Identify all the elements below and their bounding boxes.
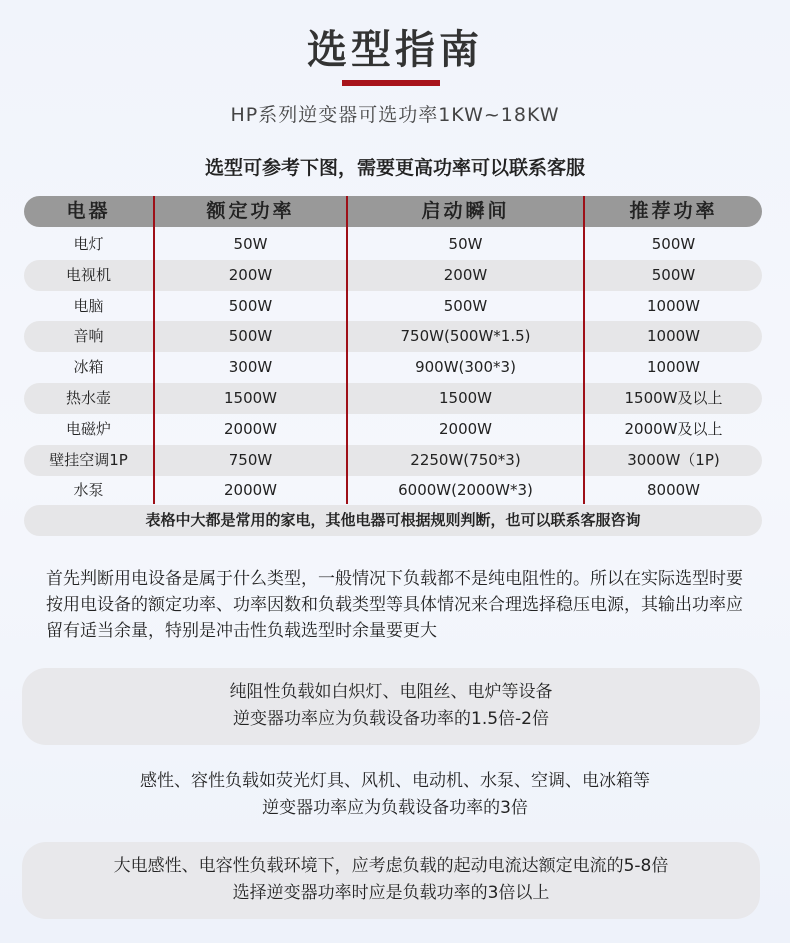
cell-appliance: 壁挂空调1P (49, 450, 128, 469)
cell-rated-power: 300W (228, 358, 273, 377)
cell-recommended-power: 1000W (646, 296, 700, 315)
cell-startup-power: 50W (448, 235, 483, 253)
cell-recommended-power: 2000W及以上 (624, 419, 723, 438)
column-divider (346, 196, 348, 504)
cell-startup-power: 500W (443, 296, 488, 315)
table-hint: 选型可参考下图，需要更高功率可以联系客服 (204, 157, 585, 179)
cell-appliance: 冰箱 (73, 358, 104, 377)
large-inductive-load-box (22, 842, 760, 919)
large-inductive-load-text: 大电感性、电容性负载环境下，应考虑负载的起动电流达额定电流的5-8倍 (113, 856, 669, 876)
cell-rated-power: 1500W (223, 389, 277, 407)
title-underline (342, 80, 440, 86)
header-recommended-power: 推荐功率 (629, 200, 718, 222)
cell-recommended-power: 1500W及以上 (624, 389, 723, 407)
resistive-load-rule: 逆变器功率应为负载设备功率的1.5倍-2倍 (233, 709, 549, 729)
resistive-load-box (22, 668, 760, 745)
cell-startup-power: 200W (443, 265, 488, 284)
inductive-load-section (0, 768, 790, 822)
column-divider (153, 196, 155, 504)
inductive-load-rule: 逆变器功率应为负载设备功率的3倍 (262, 798, 528, 818)
cell-appliance: 水泵 (73, 481, 104, 500)
cell-rated-power: 2000W (223, 419, 277, 438)
header-startup-power: 启动瞬间 (421, 200, 510, 222)
header-rated-power: 额定功率 (206, 200, 295, 222)
cell-startup-power: 750W(500W*1.5) (400, 327, 531, 346)
resistive-load-text: 纯阻性负载如白炽灯、电阻丝、电炉等设备 (229, 682, 553, 702)
subtitle: HP系列逆变器可选功率1KW~18KW (230, 104, 560, 126)
cell-recommended-power: 500W (651, 265, 696, 284)
table-note: 表格中大都是常用的家电，其他电器可根据规则判断，也可以联系客服咨询 (24, 505, 762, 536)
cell-appliance: 电脑 (73, 296, 104, 315)
cell-rated-power: 500W (228, 327, 273, 346)
cell-startup-power: 1500W (438, 389, 492, 407)
cell-recommended-power: 8000W (646, 481, 700, 500)
cell-recommended-power: 1000W (646, 358, 700, 377)
inductive-load-text: 感性、容性负载如荧光灯具、风机、电动机、水泵、空调、电冰箱等 (140, 771, 650, 791)
cell-appliance: 音响 (73, 327, 104, 346)
column-divider (583, 196, 585, 504)
page-title: 选型指南 (307, 27, 483, 73)
cell-startup-power: 2000W (438, 419, 492, 438)
cell-appliance: 电灯 (73, 235, 104, 253)
cell-rated-power: 500W (228, 296, 273, 315)
cell-appliance: 电磁炉 (65, 419, 111, 438)
cell-recommended-power: 500W (651, 235, 696, 253)
cell-recommended-power: 3000W（1P) (627, 450, 720, 469)
cell-appliance: 热水壶 (65, 389, 111, 407)
intro-paragraph: 首先判断用电设备是属于什么类型，一般情况下负载都不是纯电阻性的。所以在实际选型时要按用电设备的额定功率、功率因数和负载类型等具体情况来合理选择稳压电源，其输出功率应留有适当余量，特别是冲击性负载选型时余量要更大 (46, 569, 743, 641)
cell-startup-power: 6000W(2000W*3) (398, 481, 533, 500)
cell-rated-power: 50W (233, 235, 268, 253)
large-inductive-load-rule: 选择逆变器功率时应是负载功率的3倍以上 (232, 883, 550, 903)
cell-startup-power: 900W(300*3) (415, 358, 516, 377)
cell-rated-power: 750W (228, 450, 273, 469)
cell-rated-power: 2000W (223, 481, 277, 500)
cell-startup-power: 2250W(750*3) (410, 450, 521, 469)
header-appliance: 电器 (66, 200, 111, 222)
cell-rated-power: 200W (228, 265, 273, 284)
cell-recommended-power: 1000W (646, 327, 700, 346)
cell-appliance: 电视机 (65, 265, 111, 284)
